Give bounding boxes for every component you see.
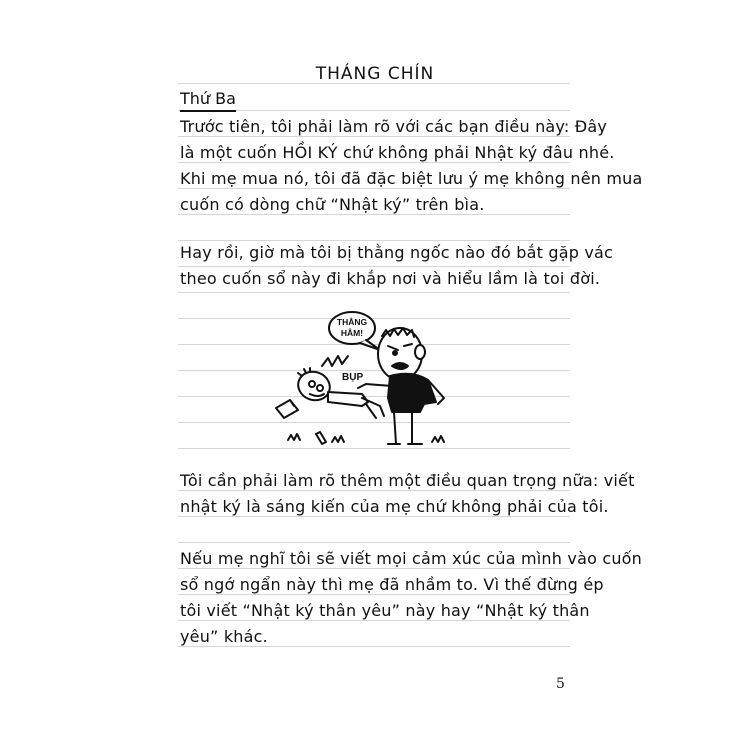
month-title: THÁNG CHÍN [315, 64, 435, 84]
paragraph-2-line: Hay rồi, giờ mà tôi bị thằng ngốc nào đó bắt gặp vác [180, 243, 614, 262]
paragraph-2-line: theo cuốn sổ này đi khắp nơi và hiểu lầm là toi đời. [180, 269, 601, 288]
paragraph-3-line: Tôi cần phải làm rõ thêm một điều quan trọng nữa: viết [180, 471, 635, 490]
impact-zigzag [322, 356, 348, 366]
speech-text-line2: HÂM! [340, 328, 364, 338]
ruled-line [178, 292, 570, 293]
ruled-line [178, 110, 570, 111]
paragraph-3-line: nhật ký là sáng kiến của mẹ chứ không phải của tôi. [180, 497, 609, 516]
ruled-line [178, 542, 570, 543]
paragraph-4-line: yêu” khác. [180, 627, 268, 646]
paragraph-4-line: Nếu mẹ nghĩ tôi sẽ viết mọi cảm xúc của mình vào cuốn [180, 549, 643, 568]
dropped-book [276, 400, 298, 418]
day-heading: Thứ Ba [180, 88, 236, 112]
speech-text-line1: THẰNG [336, 317, 368, 327]
paragraph-1-line: là một cuốn HỒI KÝ chứ không phải Nhật ký đâu nhé. [180, 143, 615, 162]
paragraph-4-line: sổ ngớ ngẩn này thì mẹ đã nhầm to. Vì thế đừng ép [180, 575, 604, 594]
paragraph-1-line: Trước tiên, tôi phải làm rõ với các bạn điều này: Đây [180, 117, 608, 136]
page-number: 5 [556, 676, 565, 692]
bully-illustration [262, 306, 472, 452]
paragraph-1-line: cuốn có dòng chữ “Nhật ký” trên bìa. [180, 195, 485, 214]
sound-effect-text: BỤP [342, 372, 364, 383]
paragraph-4-line: tôi viết “Nhật ký thân yêu” này hay “Nhật ký thân [180, 601, 590, 620]
paragraph-1-line: Khi mẹ mua nó, tôi đã đặc biệt lưu ý mẹ không nên mua [180, 169, 643, 188]
